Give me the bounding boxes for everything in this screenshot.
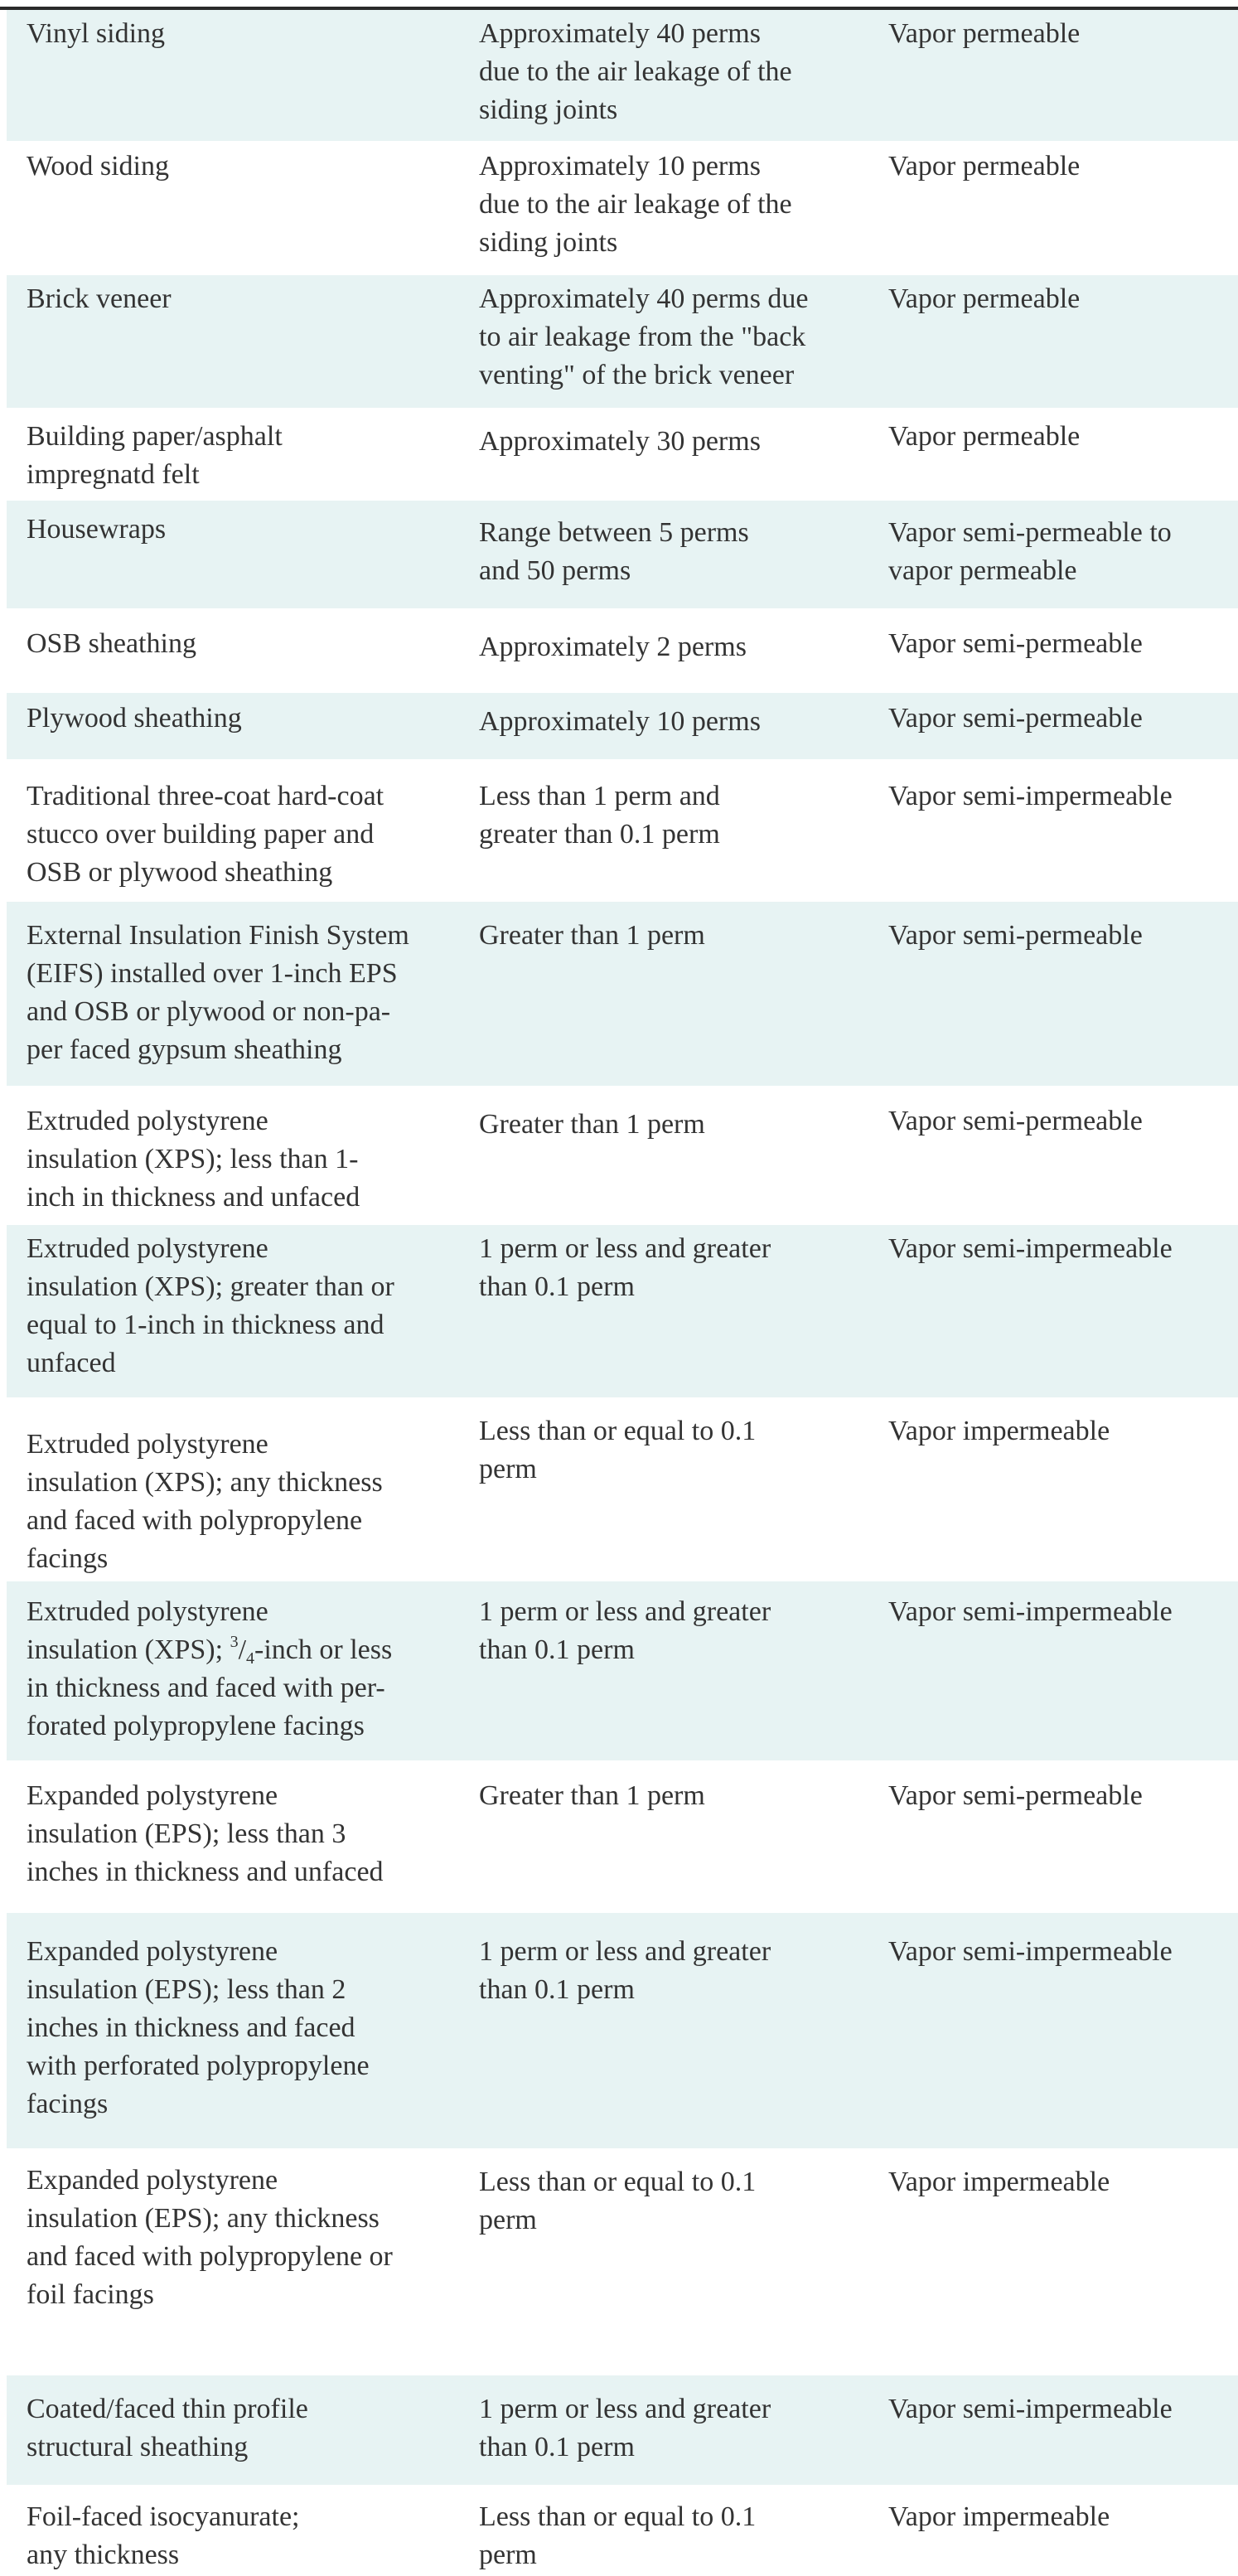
table-row (7, 1225, 1238, 1397)
material-text: Extruded polystyrene insulation (XPS); (27, 1596, 268, 1665)
material-cell: Extruded polystyrene insulation (XPS); greater than or equal to 1-inch in thickness and unfaced (27, 1233, 394, 1378)
material-cell: Extruded polystyrene insulation (XPS); less than 1- inch in thickness and unfaced (27, 1106, 360, 1213)
vapor-class-cell: Vapor semi-impermeable (888, 1596, 1173, 1627)
vapor-class-cell: Vapor impermeable (888, 2167, 1110, 2197)
vapor-class-cell: Vapor permeable (888, 18, 1081, 49)
material-cell: Vinyl siding (27, 18, 166, 49)
vapor-class-cell: Vapor semi-permeable (888, 1780, 1143, 1811)
vapor-class-cell: Vapor semi-permeable (888, 1106, 1143, 1136)
vapor-class-cell: Vapor permeable (888, 421, 1081, 452)
perm-rating-cell: Approximately 2 perms (479, 632, 747, 662)
material-cell: Expanded polystyrene insulation (EPS); less than 2 inches in thickness and faced with perforated polypropylene facings (27, 1936, 370, 2119)
material-cell: Brick veneer (27, 283, 172, 314)
material-cell: External Insulation Finish System (EIFS) installed over 1-inch EPS and OSB or plywood or non-pa- per faced gypsum sheathing (27, 920, 409, 1065)
table-row (7, 141, 1238, 275)
material-cell: Expanded polystyrene insulation (EPS); any thickness and faced with polypropylene or foil facings (27, 2165, 393, 2310)
fraction-denominator: 4 (246, 1649, 255, 1668)
perm-rating-cell: Approximately 30 perms (479, 426, 761, 457)
table-row (7, 1397, 1238, 1581)
vapor-class-cell: Vapor semi-impermeable (888, 781, 1173, 811)
perm-rating-cell: 1 perm or less and greater than 0.1 perm (479, 1936, 771, 2005)
table-row (7, 275, 1238, 408)
material-cell: Coated/faced thin profile structural sheathing (27, 2394, 308, 2462)
perm-rating-cell: Greater than 1 perm (479, 920, 705, 951)
material-cell: Traditional three-coat hard-coat stucco over building paper and OSB or plywood sheathing (27, 781, 384, 888)
perm-rating-cell: Less than 1 perm and greater than 0.1 perm (479, 781, 720, 850)
material-cell: Extruded polystyrene insulation (XPS); any thickness and faced with polypropylene facings (27, 1429, 383, 1574)
material-cell: Housewraps (27, 514, 167, 545)
vapor-class-cell: Vapor permeable (888, 151, 1081, 182)
material-cell: Expanded polystyrene insulation (EPS); less than 3 inches in thickness and unfaced (27, 1780, 384, 1887)
table-row (7, 1913, 1238, 2148)
material-cell: OSB sheathing (27, 628, 196, 659)
perm-rating-cell: 1 perm or less and greater than 0.1 perm (479, 1233, 771, 1302)
vapor-class-cell: Vapor permeable (888, 283, 1081, 314)
perm-rating-cell: Range between 5 perms and 50 perms (479, 517, 749, 586)
perm-rating-cell: 1 perm or less and greater than 0.1 perm (479, 2394, 771, 2462)
vapor-class-cell: Vapor impermeable (888, 1416, 1110, 1446)
table-row (7, 10, 1238, 141)
fraction-numerator: 3 (230, 1633, 239, 1651)
table-row (7, 2148, 1238, 2375)
material-cell: Extruded polystyrene insulation (XPS); $^3/_4$-inch or less in thickness and faced with per- forated polypropylene facings (27, 1596, 393, 1741)
perm-rating-cell: Greater than 1 perm (479, 1780, 705, 1811)
table-row (7, 2375, 1238, 2485)
perm-rating-cell: Approximately 10 perms (479, 706, 761, 737)
vapor-class-cell: Vapor semi-permeable (888, 703, 1143, 734)
material-cell: Building paper/asphalt impregnatd felt (27, 421, 283, 490)
table-row (7, 501, 1238, 608)
vapor-class-cell: Vapor semi-permeable to vapor permeable (888, 517, 1172, 586)
perm-rating-cell: Greater than 1 perm (479, 1109, 705, 1140)
vapor-class-cell: Vapor semi-impermeable (888, 2394, 1173, 2424)
material-text-continued: -inch or less in thickness and faced with per- forated polypropylene facings (27, 1634, 393, 1741)
vapor-class-cell: Vapor semi-permeable (888, 920, 1143, 951)
perm-rating-cell: Approximately 40 perms due to air leakage from the "back venting" of the brick veneer (479, 283, 809, 390)
table-row (7, 1581, 1238, 1760)
table-row (7, 1760, 1238, 1913)
table-row (7, 2485, 1238, 2576)
perm-rating-cell: Less than or equal to 0.1 perm (479, 2501, 757, 2570)
vapor-class-cell: Vapor semi-permeable (888, 628, 1143, 659)
table-row (7, 408, 1238, 501)
table-row (7, 759, 1238, 902)
perm-rating-cell: Less than or equal to 0.1 perm (479, 2167, 757, 2235)
perm-rating-cell: Approximately 40 perms due to the air leakage of the siding joints (479, 18, 792, 125)
vapor-class-cell: Vapor semi-impermeable (888, 1936, 1173, 1967)
table-row (7, 693, 1238, 759)
perm-rating-cell: 1 perm or less and greater than 0.1 perm (479, 1596, 771, 1665)
vapor-class-cell: Vapor impermeable (888, 2501, 1110, 2532)
material-cell: Foil-faced isocyanurate; any thickness (27, 2501, 300, 2570)
material-cell: Plywood sheathing (27, 703, 242, 734)
table-row (7, 1086, 1238, 1225)
perm-rating-cell: Approximately 10 perms due to the air leakage of the siding joints (479, 151, 792, 258)
table-row (7, 902, 1238, 1086)
material-cell: Wood siding (27, 151, 169, 182)
perm-rating-cell: Less than or equal to 0.1 perm (479, 1416, 757, 1484)
table-row (7, 608, 1238, 693)
vapor-class-cell: Vapor semi-impermeable (888, 1233, 1173, 1264)
